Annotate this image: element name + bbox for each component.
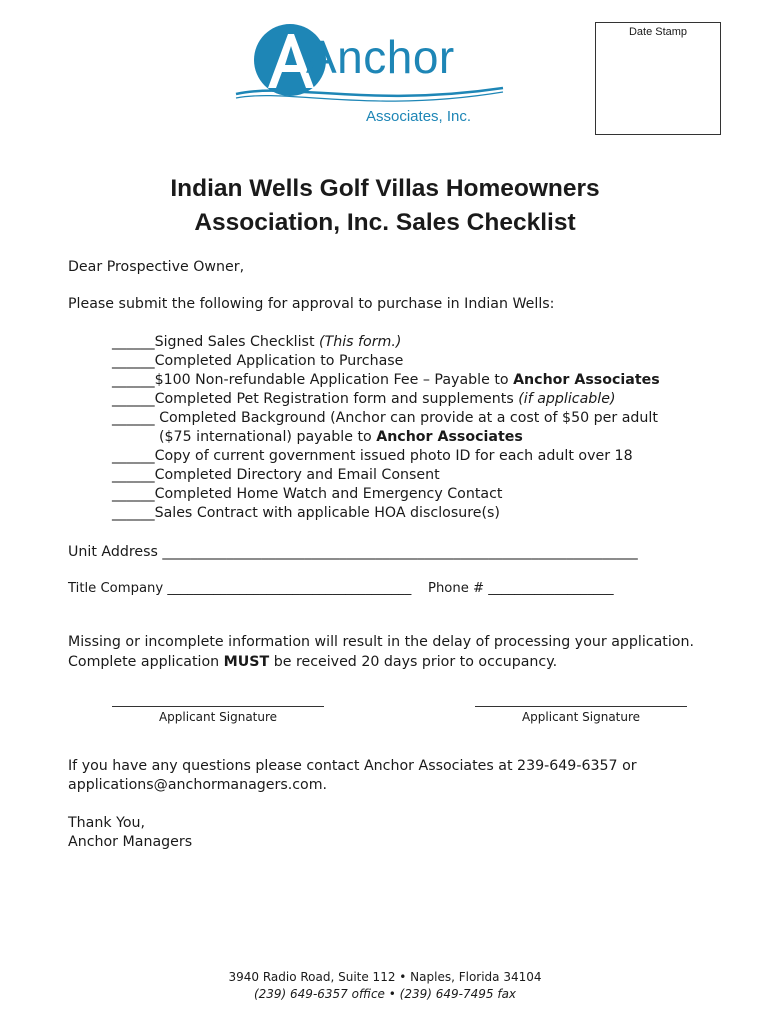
checklist-item xyxy=(112,447,660,466)
checklist-item-note: (This form.) xyxy=(319,334,402,350)
checklist-item xyxy=(112,485,660,504)
signature-label-left: Applicant Signature xyxy=(158,710,278,724)
checklist-item xyxy=(112,409,660,428)
checklist-item-text: Completed Background (Anchor can provide at a cost of $50 per adult xyxy=(154,410,658,426)
phone-field[interactable]: Phone # ___________________ xyxy=(428,581,614,596)
closing-thanks: Thank You, xyxy=(68,815,146,831)
closing-signoff: Anchor Managers xyxy=(68,834,193,850)
intro-text: Please submit the following for approval to purchase in Indian Wells: xyxy=(68,296,555,312)
checklist-blank[interactable]: ______ xyxy=(112,505,155,521)
page-title xyxy=(60,172,710,240)
greeting: Dear Prospective Owner, xyxy=(68,259,245,275)
notice-must: MUST xyxy=(223,654,270,670)
contact-email[interactable]: applications@anchormanagers.com. xyxy=(68,777,328,793)
signature-line-left[interactable] xyxy=(112,706,324,707)
title-company-field[interactable]: Title Company _____________________________________ xyxy=(68,581,412,596)
signature-label-right: Applicant Signature xyxy=(521,710,641,724)
checklist-item-text: Completed Directory and Email Consent xyxy=(154,467,440,483)
checklist-item xyxy=(112,352,660,371)
date-stamp-label: Date Stamp xyxy=(628,26,688,38)
checklist-blank[interactable]: ______ xyxy=(112,448,155,464)
checklist-blank[interactable]: ______ xyxy=(112,467,155,483)
checklist-item xyxy=(112,390,660,409)
footer-fax: (239) 649-7495 fax xyxy=(399,987,517,1001)
checklist-blank[interactable]: ______ xyxy=(112,334,155,350)
checklist-item xyxy=(112,428,660,447)
checklist-item-text: ($75 international) payable to xyxy=(159,429,377,445)
checklist-blank[interactable]: ______ xyxy=(112,353,155,369)
date-stamp-box xyxy=(595,22,721,135)
checklist-item-note: (if applicable) xyxy=(518,391,616,407)
unit-address-field[interactable]: Unit Address ___________________________________________________________________ xyxy=(68,544,638,560)
checklist-blank[interactable]: ______ xyxy=(112,372,155,388)
signature-line-right[interactable] xyxy=(475,706,687,707)
notice-line-2 xyxy=(68,654,557,670)
notice-text-after: be received 20 days prior to occupancy. xyxy=(269,654,558,670)
checklist-blank[interactable]: ______ xyxy=(112,410,155,426)
checklist-item xyxy=(112,504,660,523)
checklist-item-text: Completed Application to Purchase xyxy=(154,353,404,369)
footer-address: 3940 Radio Road, Suite 112 • Naples, Florida 34104 xyxy=(228,970,542,984)
notice-text-before: Complete application xyxy=(68,654,224,670)
notice-line-1: Missing or incomplete information will result in the delay of processing your application. xyxy=(68,634,694,650)
checklist-blank[interactable]: ______ xyxy=(112,391,155,407)
checklist-item-text: Copy of current government issued photo ID for each adult over 18 xyxy=(154,448,633,464)
logo-wordmark: Anchor xyxy=(306,31,455,83)
anchor-logo xyxy=(228,22,508,134)
checklist-item xyxy=(112,333,660,352)
title-line-1: Indian Wells Golf Villas Homeowners xyxy=(170,175,600,202)
checklist-item xyxy=(112,466,660,485)
footer-phones xyxy=(0,986,770,1003)
checklist-item-text: Signed Sales Checklist xyxy=(154,334,320,350)
checklist-item-text: Completed Home Watch and Emergency Contact xyxy=(154,486,503,502)
checklist-item-payee: Anchor Associates xyxy=(513,372,660,388)
footer-separator: • xyxy=(384,987,400,1001)
contact-line-1: If you have any questions please contact Anchor Associates at 239-649-6357 or xyxy=(68,758,637,774)
footer-office-phone: (239) 649-6357 office xyxy=(253,987,385,1001)
title-line-2: Association, Inc. Sales Checklist xyxy=(194,209,576,236)
checklist-item-text: $100 Non-refundable Application Fee – Payable to xyxy=(154,372,514,388)
sales-checklist xyxy=(112,333,660,523)
checklist-blank[interactable]: ______ xyxy=(112,486,155,502)
checklist-item-text: Completed Pet Registration form and supplements xyxy=(154,391,519,407)
logo-tagline: Associates, Inc. xyxy=(366,108,472,125)
checklist-item-text: Sales Contract with applicable HOA disclosure(s) xyxy=(154,505,500,521)
checklist-item xyxy=(112,371,660,390)
checklist-item-payee: Anchor Associates xyxy=(376,429,523,445)
